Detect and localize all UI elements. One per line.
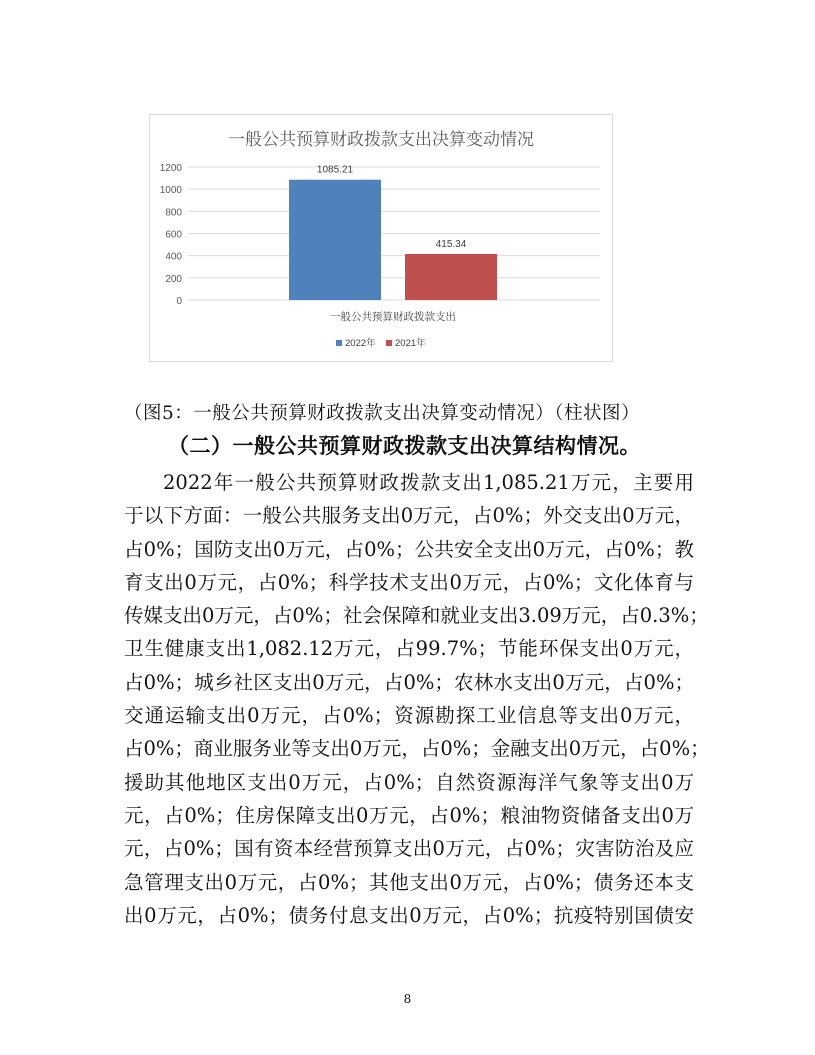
paragraph-line: 交通运输支出0万元，占0%；资源勘探工业信息等支出0万元， [124, 704, 694, 728]
x-tick-label: 一般公共预算财政拨款支出 [330, 311, 456, 323]
page-number: 8 [403, 992, 412, 1006]
paragraph-line: 占0%；城乡社区支出0万元，占0%；农林水支出0万元，占0%； [124, 670, 694, 694]
y-tick-label: 600 [165, 229, 182, 241]
y-tick-label: 800 [165, 207, 182, 219]
y-tick-label: 1000 [159, 185, 182, 197]
chart-title: 一般公共预算财政拨款支出决算变动情况 [228, 130, 534, 149]
paragraph-line: 卫生健康支出1,082.12万元，占99.7%；节能环保支出0万元， [124, 637, 694, 661]
data-label: 1085.21 [316, 164, 354, 176]
paragraph-line: 援助其他地区支出0万元，占0%；自然资源海洋气象等支出0万 [124, 770, 694, 794]
paragraph-line: 急管理支出0万元，占0%；其他支出0万元，占0%；债务还本支 [124, 870, 694, 894]
body-paragraph [124, 466, 710, 932]
paragraph-line: 占0%；国防支出0万元，占0%；公共安全支出0万元，占0%；教 [124, 537, 694, 561]
legend-swatch [336, 340, 342, 346]
paragraph-line: 元，占0%；住房保障支出0万元，占0%；粮油物资储备支出0万 [124, 803, 694, 827]
data-label: 415.34 [435, 238, 467, 250]
paragraph-line: 出0万元，占0%；债务付息支出0万元，占0%；抗疫特别国债安 [124, 903, 694, 927]
paragraph-line: 传媒支出0万元，占0%；社会保障和就业支出3.09万元，占0.3%； [124, 604, 709, 628]
y-tick-label: 0 [176, 296, 182, 307]
paragraph-line: 育支出0万元，占0%；科学技术支出0万元，占0%；文化体育与 [124, 570, 694, 594]
legend-label: 2022年 [345, 338, 376, 349]
legend-swatch [386, 340, 392, 346]
y-tick-label: 1200 [159, 163, 182, 174]
y-tick-label: 200 [165, 273, 182, 285]
paragraph-line: 2022年一般公共预算财政拨款支出1,085.21万元，主要用 [163, 471, 694, 494]
figure-caption: （图5：一般公共预算财政拨款支出决算变动情况）（柱状图） [124, 403, 641, 424]
y-tick-label: 400 [165, 251, 182, 263]
paragraph-line: 占0%；商业服务业等支出0万元，占0%；金融支出0万元，占0%； [124, 737, 710, 761]
bar-2022 [289, 180, 381, 300]
section-heading: （二）一般公共预算财政拨款支出决算结构情况。 [168, 433, 641, 458]
bar-chart [149, 114, 613, 362]
chart-canvas [150, 115, 612, 361]
legend-label: 2021年 [395, 338, 426, 349]
paragraph-line: 于以下方面：一般公共服务支出0万元，占0%；外交支出0万元， [124, 504, 694, 528]
paragraph-line: 元，占0%；国有资本经营预算支出0万元，占0%；灾害防治及应 [124, 837, 694, 861]
bar-2021 [405, 254, 497, 300]
